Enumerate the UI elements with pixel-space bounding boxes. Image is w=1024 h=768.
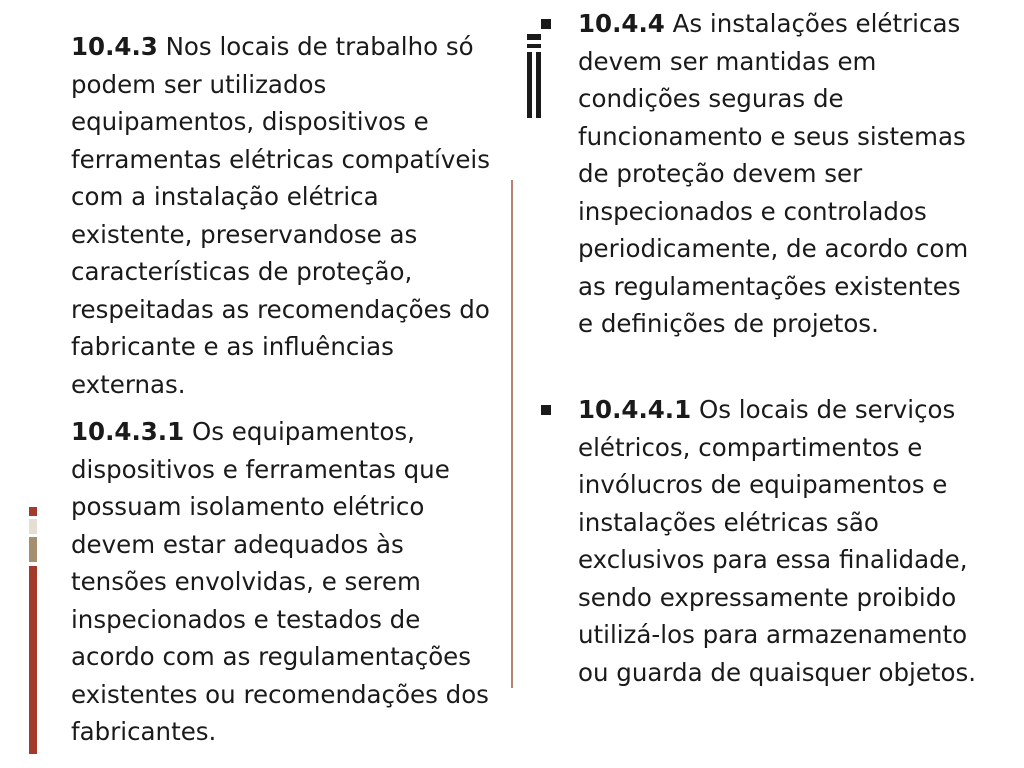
section-number: 10.4.4.1 <box>578 395 692 424</box>
decorative-bars-icon <box>527 34 541 118</box>
accent-bar-red-small <box>29 507 37 516</box>
paragraph-text: Nos locais de trabalho só podem ser utilizados equipamentos, dispositivos e ferramentas elétricas compatíveis com a instalação elétrica existente, preservandose as características de proteção, respeitadas as recomendações do fabricante e as influências externas. <box>71 32 490 399</box>
list-item-text: As instalações elétricas devem ser mantidas em condições seguras de funcionamento e seus sistemas de proteção devem ser inspecionados e controlados periodicamente, de acordo com as regulamentações existentes e definições de projetos. <box>578 9 969 338</box>
square-bullet-icon <box>541 405 551 415</box>
paragraph-text: Os equipamentos, dispositivos e ferramentas que possuam isolamento elétrico devem estar adequados às tensões envolvidas, e serem inspecionados e testados de acordo com as regulamentações existentes ou recomendações dos fabricantes. <box>71 417 489 746</box>
square-bullet-icon <box>541 19 551 29</box>
list-item-10-4-4-1 <box>578 391 978 691</box>
list-item-text: Os locais de serviços elétricos, compartimentos e invólucros de equipamentos e instalações elétricas são exclusivos para essa finalidade, sendo expressamente proibido utilizá-los para armazenamento ou guarda de quaisquer objetos. <box>578 395 977 687</box>
accent-bar-light <box>29 519 37 534</box>
section-number: 10.4.3.1 <box>71 417 185 446</box>
paragraph-10-4-3-1 <box>71 413 501 751</box>
accent-bar-tan <box>29 537 37 562</box>
column-divider <box>511 180 513 688</box>
section-number: 10.4.4 <box>578 9 665 38</box>
section-number: 10.4.3 <box>71 32 158 61</box>
paragraph-10-4-3 <box>71 28 501 403</box>
accent-bar-red-long <box>29 566 37 754</box>
list-item-10-4-4 <box>578 5 978 343</box>
